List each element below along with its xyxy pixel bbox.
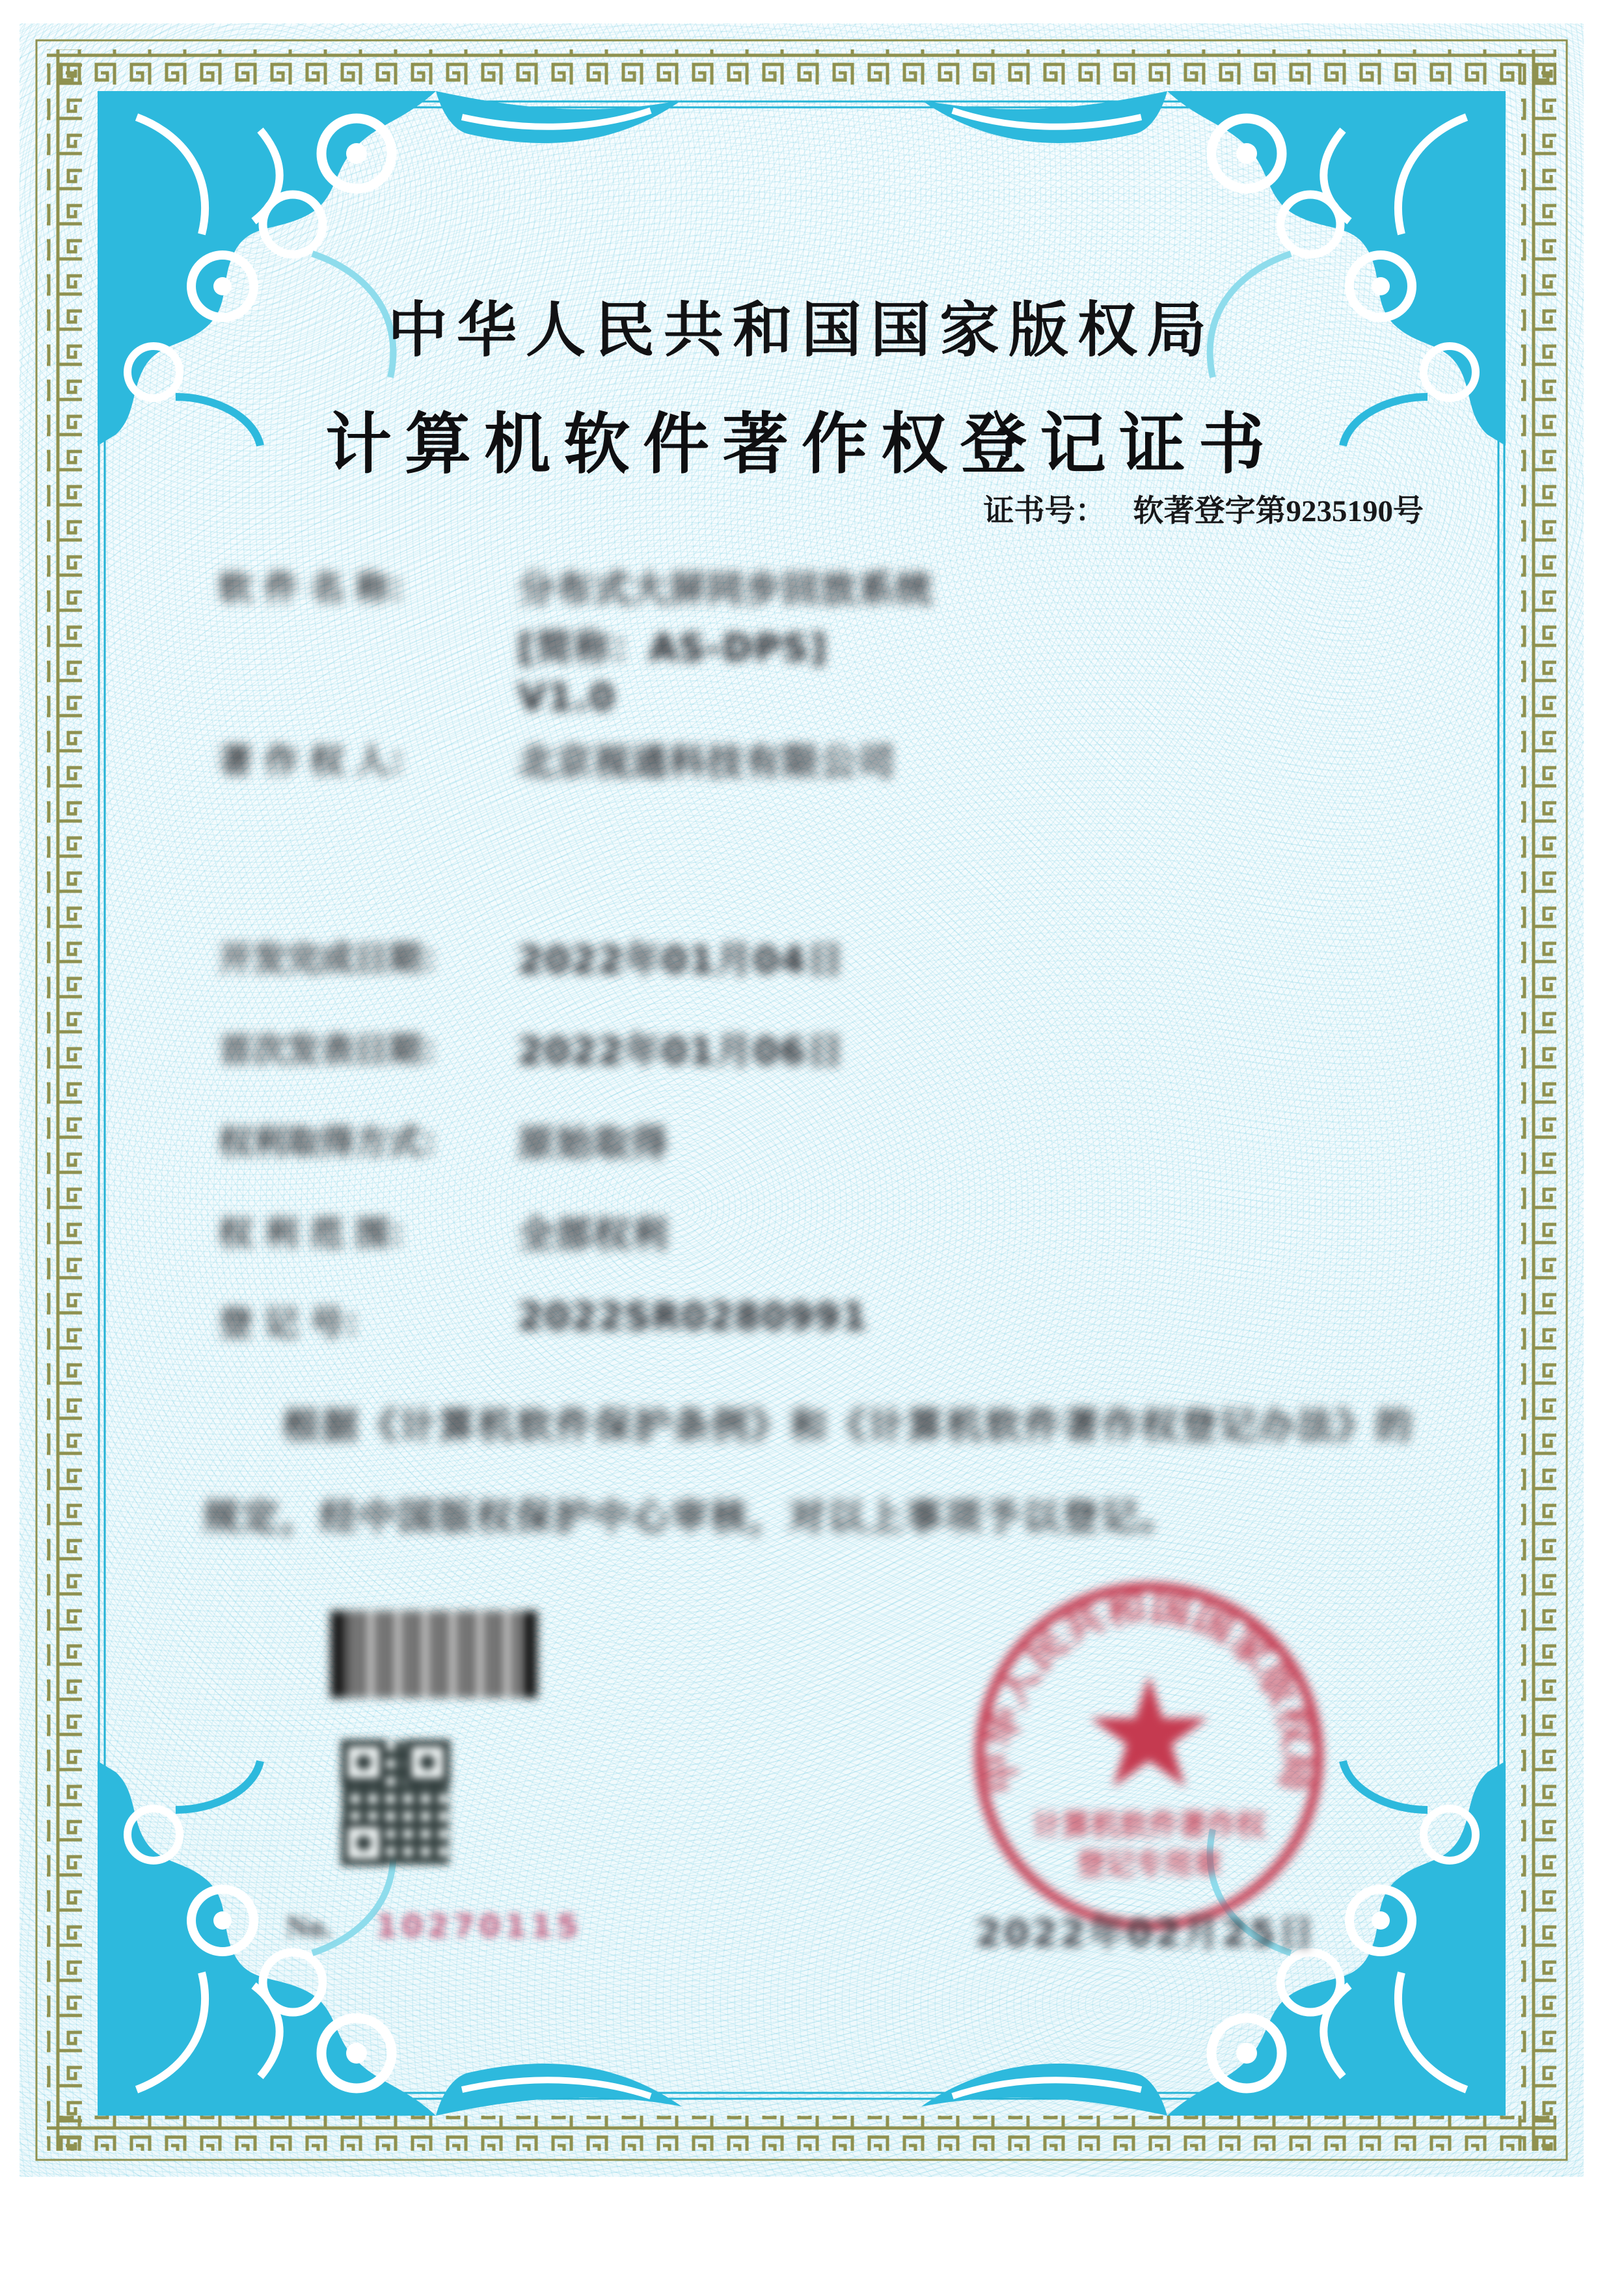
cert-no-line [20, 487, 1424, 530]
field-value: 全部权利 [518, 1214, 669, 1256]
statement-line-1: 根据《计算机软件保护条例》和《计算机软件著作权登记办法》的 [282, 1405, 1414, 1448]
authority-title: 中华人民共和国国家版权局 [387, 297, 1215, 364]
field-row-rights-scope [20, 1206, 1584, 1258]
field-label: 登 记 号： [219, 1304, 378, 1343]
meander-band-bottom [47, 2116, 1556, 2151]
field-row-rights-acquisition [20, 1115, 1584, 1167]
field-row-copyright-owner [20, 734, 1584, 786]
seal-line-1: 计算机软件著作权 [1033, 1809, 1265, 1843]
software-name-line-3: V1.0 [518, 677, 616, 719]
seal-arc-text: 中华人民共和国国家版权局 [975, 1582, 1323, 1796]
certificate-sheet [20, 23, 1584, 2177]
field-label: 首次发表日期： [219, 1031, 456, 1070]
field-label: 权利取得方式： [219, 1124, 456, 1163]
field-label: 软 件 名 称： [219, 569, 424, 608]
field-row-software-name [20, 561, 1584, 719]
serial-value: 10270115 [375, 1909, 583, 1945]
field-value: 原始取得 [518, 1123, 669, 1165]
barcode [331, 1611, 537, 1698]
cert-no-label: 证书号： [983, 494, 1106, 528]
serial-label: No. [286, 1910, 332, 1944]
qr-finder-icon [405, 1740, 450, 1785]
field-row-first-publish-date [20, 1023, 1584, 1075]
field-value: 2022年01月04日 [518, 939, 845, 982]
field-value: 2022SR0280991 [518, 1296, 869, 1338]
field-label: 权 利 范 围： [219, 1215, 424, 1254]
issue-date: 2022年02月25日 [976, 1913, 1317, 1955]
qr-finder-icon [341, 1740, 386, 1785]
seal-line-2: 登记专用章 [1076, 1847, 1222, 1881]
software-name-line-2: [简称：AS-DPS] [518, 627, 828, 669]
meander-band-top [47, 49, 1556, 85]
cert-no-value: 软著登字第9235190号 [1133, 494, 1424, 528]
certificate-title: 计算机软件著作权登记证书 [325, 409, 1278, 482]
statement-line-2: 规定，经中国版权保护中心审核，对以上事项予以登记。 [203, 1496, 1179, 1539]
software-name-line-1: 分布式大屏同步回放系统 [518, 569, 933, 611]
official-seal [968, 1576, 1330, 1937]
serial-number [286, 1909, 582, 1945]
field-value: 北京视通科技有限公司 [518, 742, 895, 784]
field-label: 著 作 权 人： [219, 742, 424, 781]
star-icon [1090, 1676, 1208, 1787]
field-row-dev-complete-date [20, 932, 1584, 984]
qr-finder-icon [341, 1820, 386, 1866]
field-row-registration-no [20, 1296, 1584, 1348]
qr-code [342, 1741, 449, 1865]
field-label: 开发完成日期： [219, 940, 456, 979]
field-value: 2022年01月06日 [518, 1030, 845, 1073]
